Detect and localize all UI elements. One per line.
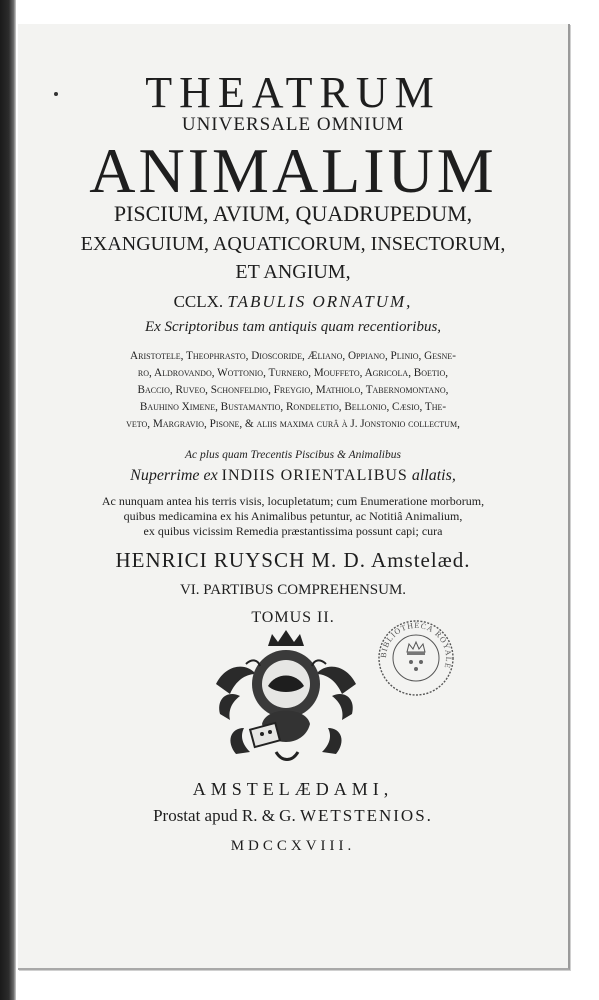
title-page	[18, 24, 570, 970]
authors-line: Baccio, Ruveo, Schonfeldio, Freygio, Mathiolo, Tabernomontano,	[137, 384, 449, 396]
tomus-line: TOMUS II.	[251, 609, 335, 626]
subtitle-line-2: EXANGUIUM, AQUATICORUM, INSECTORUM,	[80, 233, 506, 255]
paragraph-line: ex quibus vicissim Remedia præstantissima possunt capi; cura	[143, 524, 443, 538]
prostat-apud: Prostat apud	[153, 806, 238, 825]
svg-text:BIBLIOTHECA ROYALE	[379, 621, 453, 670]
author-place: Amstelæd.	[371, 548, 471, 572]
tabulis-text: TABULIS ORNATUM,	[227, 292, 413, 311]
author-name: HENRICI RUYSCH M. D.	[115, 548, 366, 572]
authors-line: Aristotele, Theophrasto, Dioscoride, Æliano, Oppiano, Plinio, Gesne-	[130, 350, 456, 362]
library-stamp	[376, 618, 456, 698]
ac-plus-line: Ac plus quam Trecentis Piscibus & Animalibus	[185, 449, 401, 461]
subtitle-line-1: PISCIUM, AVIUM, QUADRUPEDUM,	[113, 201, 473, 226]
authors-list	[18, 348, 568, 433]
nuperrime-part-c: allatis,	[411, 467, 456, 484]
tabulis-number: CCLX.	[173, 292, 224, 311]
paragraph-line: quibus medicamina ex his Animalibus petuntur, ac Notitiâ Animalium,	[123, 509, 463, 523]
author-line	[18, 548, 568, 572]
imprint-year: MDCCXVIII.	[230, 838, 356, 854]
book-spine	[0, 0, 16, 1000]
title-universale: UNIVERSALE OMNIUM	[181, 114, 405, 135]
authors-line: Bauhino Ximene, Bustamantio, Rondeletio, Bellonio, Cæsio, The-	[139, 401, 447, 413]
title-theatrum: THEATRUM	[145, 68, 441, 117]
paragraph-line: Ac nunquam antea his terris visis, locupletatum; cum Enumeratione morborum,	[101, 494, 485, 508]
nuperrime-part-b: INDIIS ORIENTALIBUS	[221, 467, 408, 484]
authors-line: ro, Aldrovando, Wottonio, Turnero, Mouffeto, Agricola, Boetio,	[137, 367, 449, 379]
scriptoribus-line: Ex Scriptoribus tam antiquis quam recentioribus,	[144, 319, 442, 335]
imprint-publisher	[18, 805, 568, 826]
stamp-ring-text: BIBLIOTHECA ROYALE	[378, 620, 454, 670]
tabulis-line	[18, 292, 568, 312]
nuperrime-line	[18, 466, 568, 485]
nuperrime-part-a: Nuperrime ex	[130, 467, 218, 484]
crown-icon	[407, 642, 425, 655]
subtitle-line-3: ET ANGIUM,	[235, 261, 351, 283]
enumeratione-paragraph	[18, 494, 568, 539]
imprint-city: AMSTELÆDAMI,	[192, 779, 394, 799]
authors-line: veto, Margravio, Pisone, & aliis maxima curâ à J. Jonstonio collectum,	[126, 418, 460, 430]
publisher-initials: R. & G.	[241, 806, 296, 825]
printers-ornament	[206, 624, 366, 774]
title-animalium: ANIMALIUM	[89, 135, 497, 206]
publisher-name: WETSTENIOS.	[299, 806, 433, 825]
fleur-de-lis-icon	[409, 660, 423, 671]
coat-of-arms-icon	[246, 630, 326, 760]
partibus-line: VI. PARTIBUS COMPREHENSUM.	[179, 582, 407, 598]
